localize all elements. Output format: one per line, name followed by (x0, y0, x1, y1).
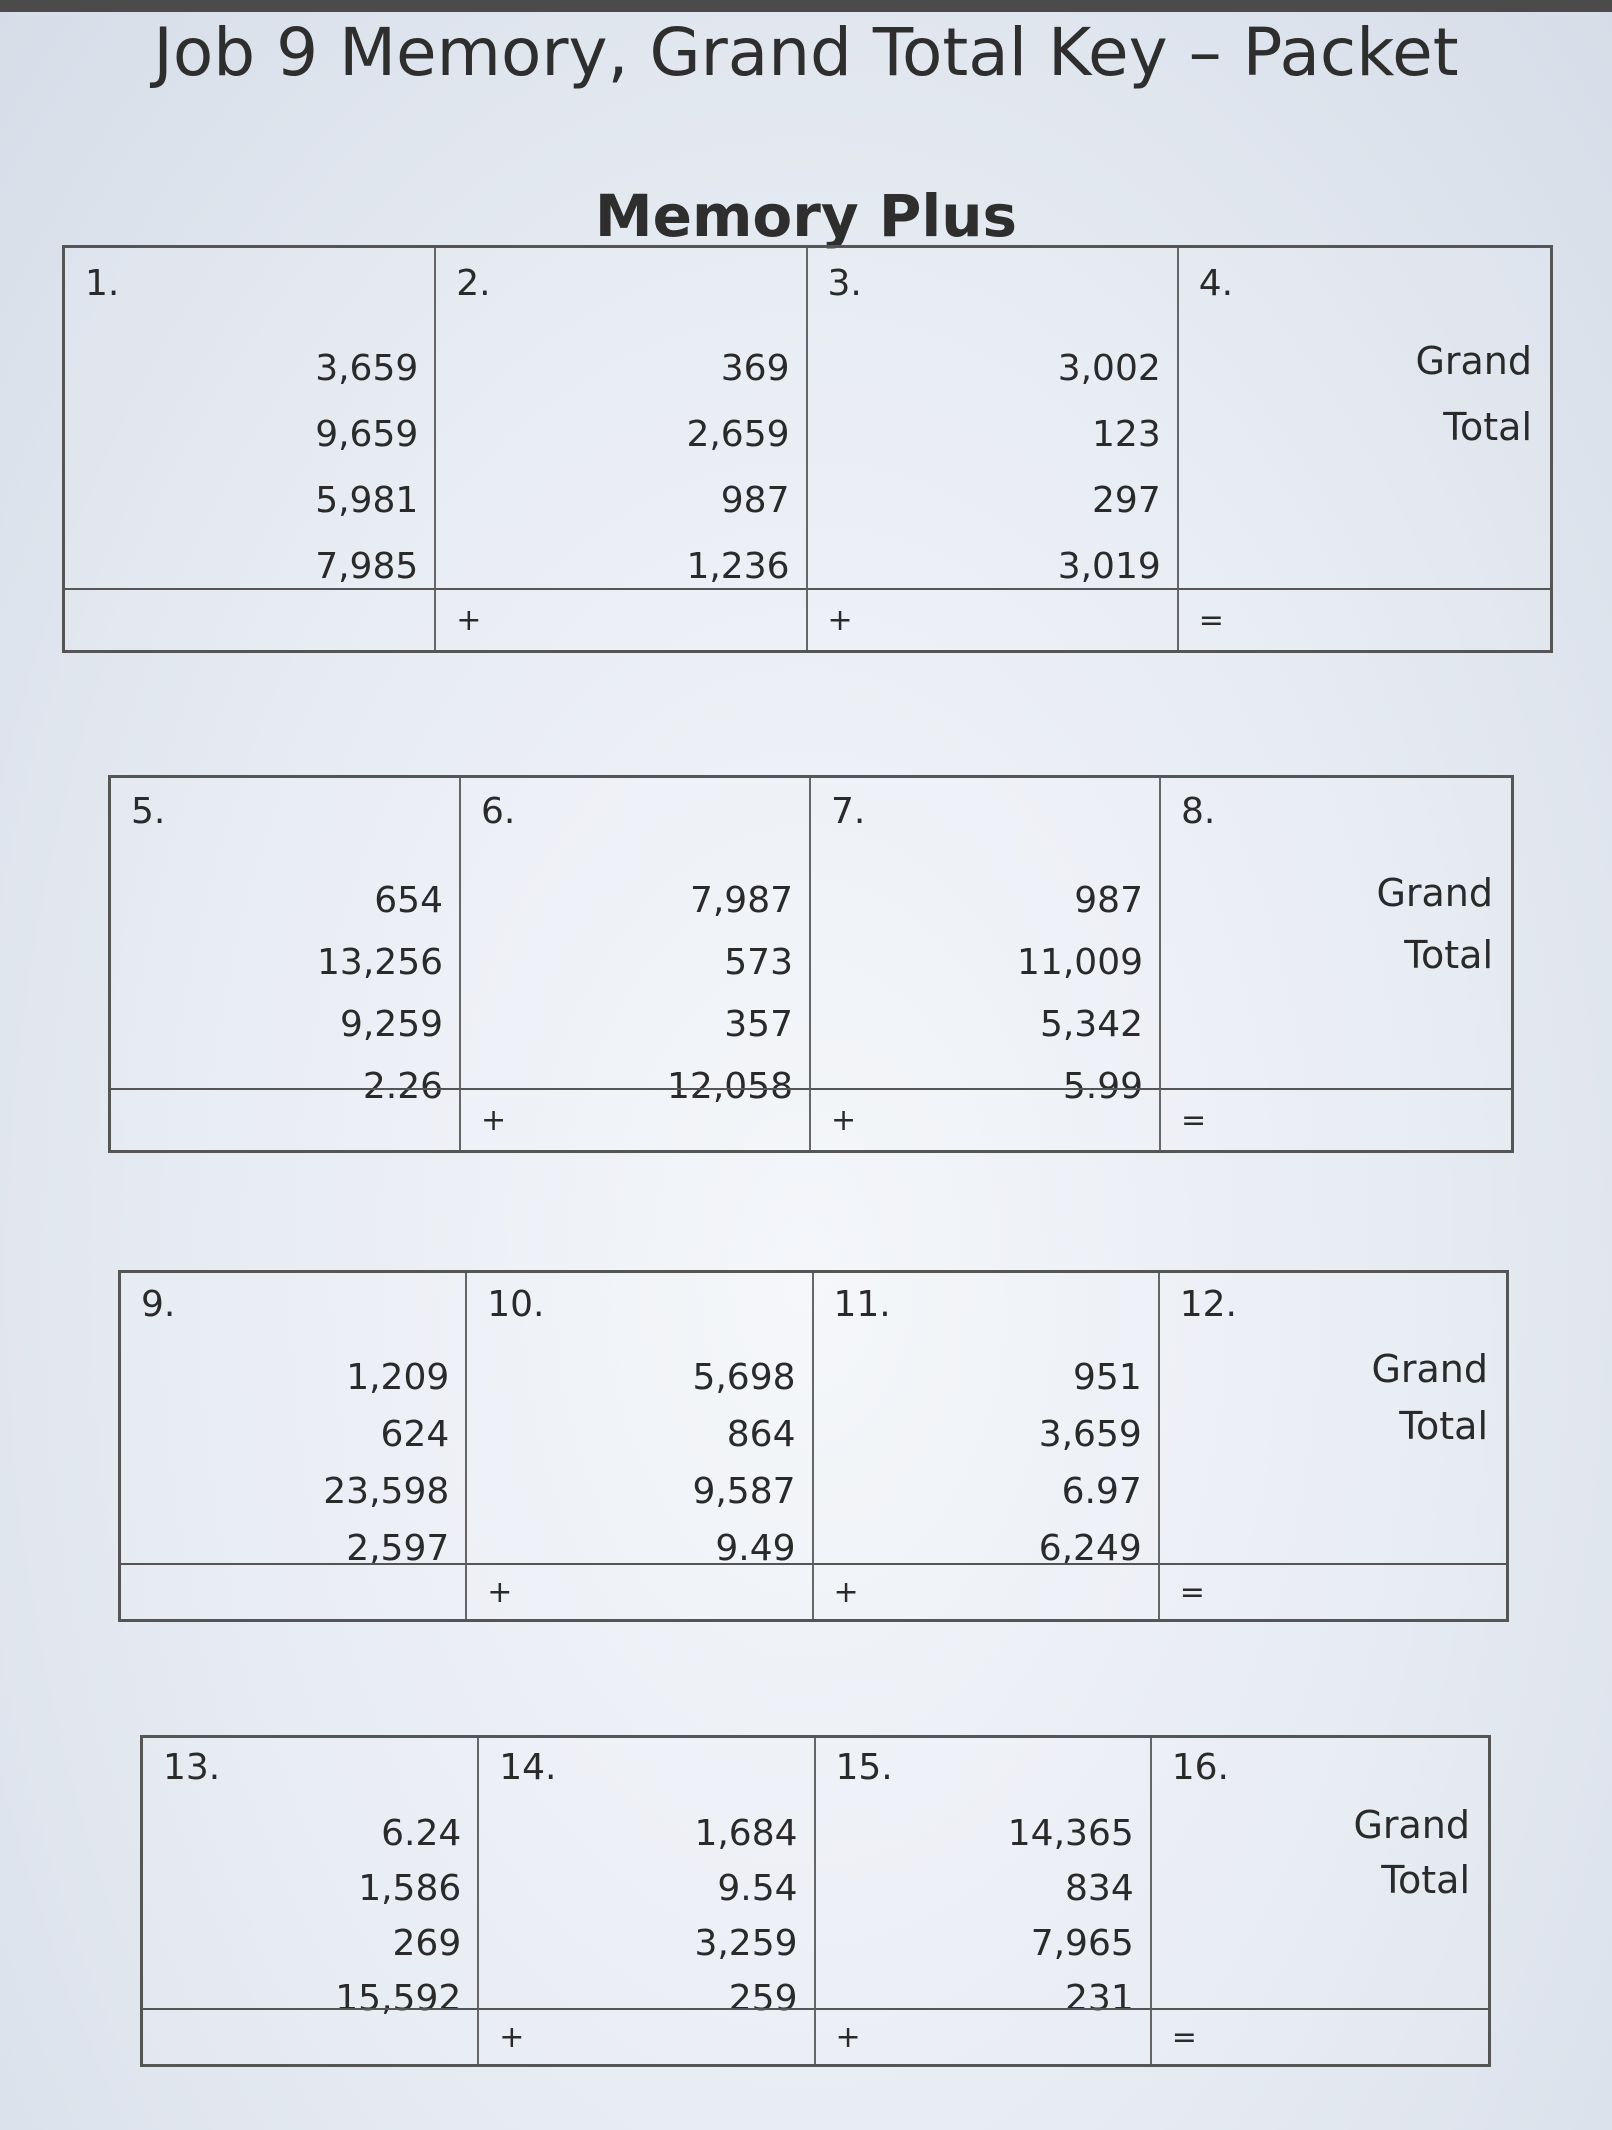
equals-sign: = (1181, 1103, 1207, 1138)
plus-sign: + (481, 1103, 507, 1138)
equals-sign: = (1179, 1575, 1205, 1610)
problem-cell (814, 1273, 1160, 1569)
problem-cell (436, 248, 807, 588)
problem-number: 2. (456, 263, 491, 304)
equals-sign: = (1198, 603, 1224, 638)
problem-cell (479, 1738, 815, 2019)
grand-total-label (1353, 1798, 1470, 1908)
equals-sign: = (1171, 2020, 1197, 2055)
addend-value: 3,002 (1057, 348, 1161, 389)
value-column (1008, 1806, 1134, 2026)
answer-box[interactable] (121, 1563, 467, 1619)
grand-total-word: Grand (1376, 871, 1493, 915)
problem-cell (811, 778, 1161, 1107)
addend-value: 297 (1092, 480, 1161, 521)
problem-number: 15. (835, 1747, 893, 1788)
addend-value: 5,342 (1039, 1004, 1143, 1045)
addend-value: 834 (1065, 1868, 1134, 1909)
problem-cell (808, 248, 1179, 588)
problem-number: 9. (141, 1284, 176, 1325)
answer-box-with-operator[interactable] (808, 588, 1179, 650)
value-column (317, 870, 443, 1118)
problem-number: 16. (1171, 1747, 1230, 1788)
value-column (692, 1349, 795, 1577)
grand-total-word: Total (1381, 1858, 1470, 1902)
addend-value: 231 (1065, 1978, 1134, 2019)
addend-value: 6.97 (1061, 1471, 1142, 1512)
grand-total-word: Total (1443, 405, 1532, 449)
problem-cell (467, 1273, 813, 1569)
problem-block (108, 775, 1514, 1153)
problem-cell (121, 1273, 467, 1569)
addend-value: 5,981 (315, 480, 419, 521)
grand-total-label (1415, 328, 1532, 460)
addend-value: 3,659 (1038, 1414, 1142, 1455)
problem-number: 12. (1179, 1284, 1238, 1325)
addend-value: 654 (374, 880, 443, 921)
addend-value: 2,597 (346, 1528, 450, 1569)
addend-value: 14,365 (1007, 1813, 1134, 1854)
problem-number: 3. (827, 263, 862, 304)
answer-box-with-operator[interactable] (436, 588, 807, 650)
addend-value: 9,659 (315, 414, 419, 455)
addend-value: 1,684 (694, 1813, 798, 1854)
answer-box-with-operator[interactable] (816, 2008, 1152, 2064)
addend-value: 2.26 (362, 1066, 443, 1107)
page-title: Job 9 Memory, Grand Total Key – Packet (153, 14, 1459, 91)
problem-cell (143, 1738, 479, 2019)
problem-number: 1. (85, 263, 120, 304)
problem-number: 4. (1198, 263, 1234, 304)
grand-total-label (1376, 862, 1493, 986)
answer-box-with-operator[interactable] (1161, 1088, 1511, 1150)
addend-value: 369 (720, 348, 790, 389)
addend-value: 357 (724, 1004, 793, 1045)
value-column (1058, 336, 1161, 600)
addend-value: 23,598 (323, 1471, 450, 1512)
problem-block (140, 1735, 1491, 2067)
addend-value: 3,019 (1057, 546, 1161, 587)
answer-box-with-operator[interactable] (467, 1563, 813, 1619)
addend-value: 987 (1074, 880, 1143, 921)
grand-total-cell (1152, 1738, 1488, 2008)
addend-value: 9.54 (717, 1868, 798, 1909)
addend-value: 9,259 (339, 1004, 443, 1045)
addend-value: 987 (720, 480, 790, 521)
plus-sign: + (835, 2020, 861, 2055)
value-column (315, 336, 418, 600)
answer-box-with-operator[interactable] (461, 1088, 811, 1150)
problem-number: 8. (1181, 791, 1216, 832)
addend-value: 6.24 (381, 1813, 462, 1854)
addend-value: 13,256 (317, 942, 443, 983)
plus-sign: + (831, 1103, 857, 1138)
problem-number: 13. (163, 1747, 221, 1788)
addend-value: 7,985 (315, 546, 419, 587)
problem-number: 10. (487, 1284, 545, 1325)
addend-value: 573 (724, 942, 793, 983)
addend-value: 1,209 (346, 1357, 450, 1398)
addend-value: 15,592 (335, 1978, 462, 2019)
value-column (667, 870, 793, 1118)
answer-box-with-operator[interactable] (479, 2008, 815, 2064)
grand-total-word: Grand (1353, 1803, 1470, 1847)
addend-value: 864 (726, 1414, 796, 1455)
plus-sign: + (487, 1575, 513, 1610)
value-column (335, 1806, 461, 2026)
value-column (1039, 1349, 1142, 1577)
addend-value: 269 (392, 1923, 462, 1964)
problem-cell (816, 1738, 1152, 2019)
value-column (686, 336, 789, 600)
grand-total-cell (1179, 248, 1550, 588)
addend-value: 2,659 (686, 414, 790, 455)
plus-sign: + (827, 603, 853, 638)
answer-box-with-operator[interactable] (1179, 588, 1550, 650)
addend-value: 624 (380, 1414, 450, 1455)
problem-block (118, 1270, 1509, 1622)
addend-value: 9,587 (692, 1471, 796, 1512)
addend-value: 259 (728, 1978, 798, 2019)
problem-cell (461, 778, 811, 1107)
plus-sign: + (499, 2020, 525, 2055)
addend-value: 1,236 (686, 546, 790, 587)
answer-box[interactable] (111, 1088, 461, 1150)
problem-cell (111, 778, 461, 1107)
addend-value: 9.49 (715, 1528, 796, 1569)
problem-number: 7. (831, 791, 866, 832)
addend-value: 12,058 (667, 1066, 793, 1107)
addend-value: 5.99 (1062, 1066, 1143, 1107)
addend-value: 5,698 (692, 1357, 796, 1398)
addend-value: 123 (1092, 414, 1161, 455)
addend-value: 7,965 (1030, 1923, 1134, 1964)
grand-total-cell (1161, 778, 1511, 1088)
addend-value: 11,009 (1017, 942, 1143, 983)
section-title: Memory Plus (594, 182, 1018, 250)
addend-value: 3,259 (694, 1923, 798, 1964)
grand-total-word: Grand (1415, 339, 1532, 383)
plus-sign: + (833, 1575, 859, 1610)
answer-box-with-operator[interactable] (811, 1088, 1161, 1150)
answer-box-with-operator[interactable] (1160, 1563, 1506, 1619)
problem-block (62, 245, 1553, 653)
grand-total-word: Total (1404, 933, 1493, 977)
addend-value: 951 (1073, 1357, 1142, 1398)
addend-value: 1,586 (358, 1868, 462, 1909)
answer-box-with-operator[interactable] (1152, 2008, 1488, 2064)
value-column (694, 1806, 797, 2026)
grand-total-word: Grand (1371, 1347, 1488, 1391)
answer-box[interactable] (65, 588, 436, 650)
problem-cell (65, 248, 436, 588)
problem-number: 5. (131, 791, 166, 832)
problem-number: 6. (481, 791, 516, 832)
answer-box-with-operator[interactable] (814, 1563, 1160, 1619)
value-column (1017, 870, 1143, 1118)
answer-box[interactable] (143, 2008, 479, 2064)
value-column (323, 1349, 449, 1577)
problem-number: 11. (833, 1284, 891, 1325)
addend-value: 6,249 (1038, 1528, 1142, 1569)
addend-value: 3,659 (315, 348, 419, 389)
addend-value: 7,987 (689, 880, 793, 921)
grand-total-label (1371, 1341, 1488, 1455)
plus-sign: + (456, 603, 482, 638)
grand-total-word: Total (1399, 1404, 1488, 1448)
problem-number: 14. (499, 1747, 557, 1788)
grand-total-cell (1160, 1273, 1506, 1563)
